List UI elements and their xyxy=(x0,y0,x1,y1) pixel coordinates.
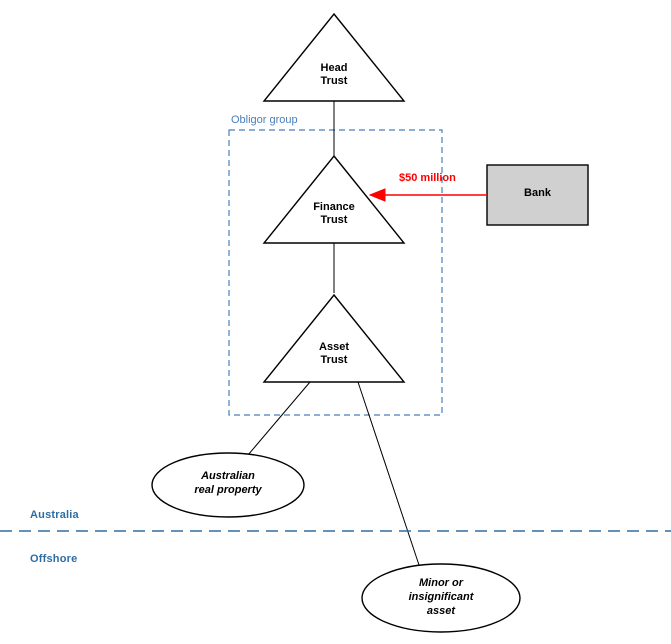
head-trust-label: Head Trust xyxy=(320,62,348,87)
australia-zone-label: Australia xyxy=(30,509,79,521)
minor-asset-label: Minor or insignificant asset xyxy=(408,577,474,617)
offshore-zone-label: Offshore xyxy=(30,553,78,565)
bank-label: Bank xyxy=(524,187,551,199)
australian-real-property-label: Australian real property xyxy=(194,470,262,496)
loan-arrow-head xyxy=(370,189,385,201)
minor-asset-shape xyxy=(362,564,520,632)
asset-trust-shape xyxy=(264,295,404,382)
obligor-group-label: Obligor group xyxy=(231,114,298,126)
loan-amount-label: $50 million xyxy=(399,172,456,184)
head-trust-shape xyxy=(264,14,404,101)
australian-real-property-shape xyxy=(152,453,304,517)
asset-trust-label: Asset Trust xyxy=(319,341,349,366)
connector-asset-to-property xyxy=(248,382,310,455)
connector-asset-to-minor-asset xyxy=(358,382,420,568)
finance-trust-label: Finance Trust xyxy=(313,201,355,226)
